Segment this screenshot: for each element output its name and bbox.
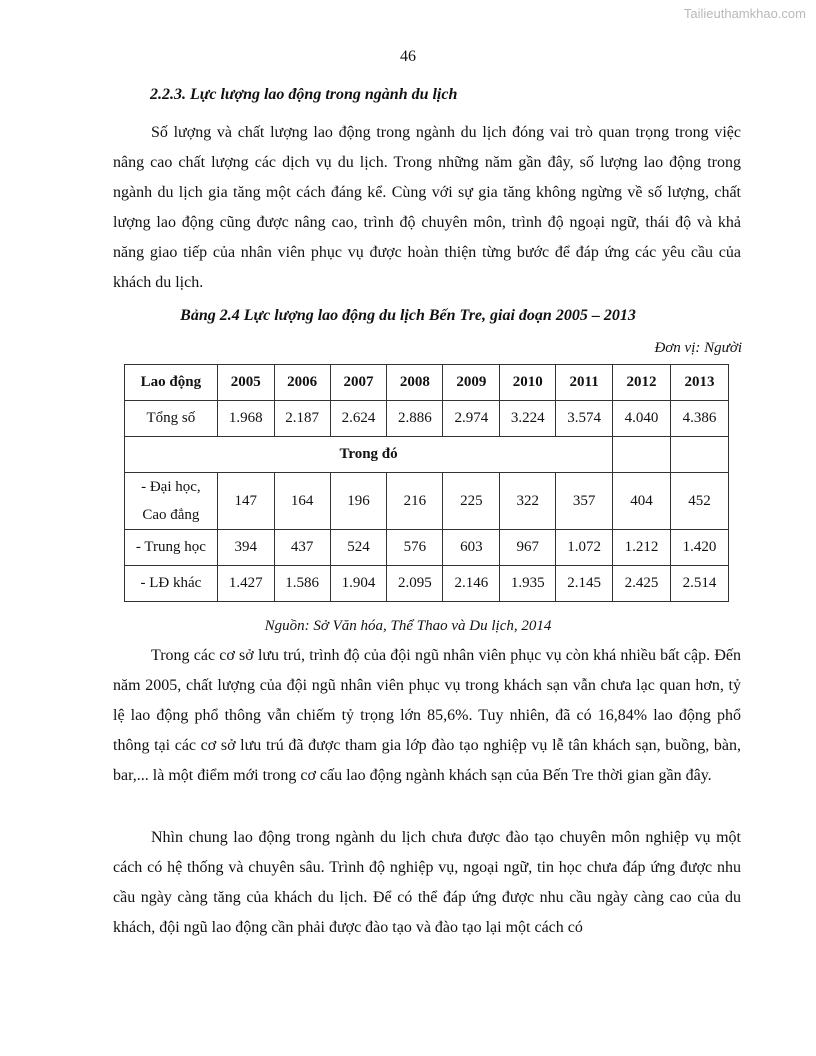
table-row-university bbox=[125, 473, 729, 530]
paragraph-accommodation-text: Trong các cơ sở lưu trú, trình độ của đội ngũ nhân viên phục vụ còn khá nhiều bất cập. Đến năm 2005, chất lượng của đội ngũ nhân viên phục vụ trong khách sạn vẫn chưa lạc quan hơn, tỷ lệ lao động phổ thông vẫn chiếm tỷ trọng lớn 85,6%. Tuy nhiên, đã có 16,84% lao động phổ thông tại các cơ sở lưu trú đã được tham gia lớp đào tạo nghiệp vụ lễ tân khách sạn, buồng, bàn, bar,... là một điểm mới trong cơ cấu lao động ngành khách sạn của Bến Tre thời gian gần đây. bbox=[113, 647, 741, 784]
table-cell: 2.514 bbox=[671, 566, 729, 602]
table-cell: 576 bbox=[387, 530, 443, 566]
row-label-line2: Cao đẳng bbox=[142, 507, 200, 523]
table-cell: 394 bbox=[217, 530, 274, 566]
table-cell: 2.624 bbox=[330, 401, 387, 437]
table-cell: 1.586 bbox=[274, 566, 330, 602]
table-cell: 196 bbox=[330, 473, 387, 530]
section-label: Trong đó bbox=[125, 437, 613, 473]
header-year: 2007 bbox=[330, 365, 387, 401]
table-cell: 147 bbox=[217, 473, 274, 530]
header-year: 2008 bbox=[387, 365, 443, 401]
table-cell: 2.425 bbox=[613, 566, 671, 602]
table-cell: 3.224 bbox=[500, 401, 556, 437]
header-year: 2010 bbox=[500, 365, 556, 401]
watermark: Tailieuthamkhao.com bbox=[683, 6, 806, 21]
row-label bbox=[125, 473, 218, 530]
table-cell: 2.974 bbox=[443, 401, 500, 437]
header-year: 2005 bbox=[217, 365, 274, 401]
table-row-total bbox=[125, 401, 729, 437]
row-label: Tổng số bbox=[125, 401, 218, 437]
paragraph-intro bbox=[113, 118, 741, 298]
header-year: 2009 bbox=[443, 365, 500, 401]
table-cell: 1.427 bbox=[217, 566, 274, 602]
table-cell: 967 bbox=[500, 530, 556, 566]
table-cell: 2.886 bbox=[387, 401, 443, 437]
table-cell: 2.146 bbox=[443, 566, 500, 602]
header-label: Lao động bbox=[125, 365, 218, 401]
header-year: 2011 bbox=[556, 365, 613, 401]
header-year: 2013 bbox=[671, 365, 729, 401]
table-caption: Bảng 2.4 Lực lượng lao động du lịch Bến Tre, giai đoạn 2005 – 2013 bbox=[180, 307, 636, 324]
table-cell: 216 bbox=[387, 473, 443, 530]
labor-table bbox=[124, 364, 729, 602]
section-heading: 2.2.3. Lực lượng lao động trong ngành du lịch bbox=[150, 86, 458, 103]
table-cell: 404 bbox=[613, 473, 671, 530]
table-cell: 357 bbox=[556, 473, 613, 530]
row-label: - Trung học bbox=[125, 530, 218, 566]
table-cell: 2.095 bbox=[387, 566, 443, 602]
table-row-section bbox=[125, 437, 729, 473]
table-cell: 524 bbox=[330, 530, 387, 566]
paragraph-summary bbox=[113, 823, 741, 943]
table-cell: 164 bbox=[274, 473, 330, 530]
paragraph-accommodation bbox=[113, 641, 741, 791]
table-row-secondary bbox=[125, 530, 729, 566]
header-year: 2012 bbox=[613, 365, 671, 401]
table-cell: 1.968 bbox=[217, 401, 274, 437]
table-cell: 3.574 bbox=[556, 401, 613, 437]
table-row-other bbox=[125, 566, 729, 602]
table-cell-empty bbox=[613, 437, 671, 473]
table-cell: 1.420 bbox=[671, 530, 729, 566]
table-source: Nguồn: Sở Văn hóa, Thể Thao và Du lịch, 2014 bbox=[264, 618, 552, 634]
paragraph-intro-text: Số lượng và chất lượng lao động trong ngành du lịch đóng vai trò quan trọng trong việc nâng cao chất lượng các dịch vụ du lịch. Trong những năm gần đây, số lượng lao động trong ngành du lịch gia tăng một cách đáng kể. Cùng với sự gia tăng không ngừng về số lượng, chất lượng lao động cũng được nâng cao, trình độ chuyên môn, trình độ ngoại ngữ, thái độ và khả năng giao tiếp của nhân viên phục vụ được hoàn thiện từng bước để đáp ứng các yêu cầu của khách du lịch. bbox=[113, 124, 741, 291]
table-cell: 603 bbox=[443, 530, 500, 566]
page-number: 46 bbox=[400, 48, 416, 65]
row-label-line1: - Đại học, bbox=[141, 479, 201, 495]
table-cell: 4.040 bbox=[613, 401, 671, 437]
table-cell: 2.145 bbox=[556, 566, 613, 602]
table-cell: 322 bbox=[500, 473, 556, 530]
table-cell: 452 bbox=[671, 473, 729, 530]
table-cell: 225 bbox=[443, 473, 500, 530]
table-unit: Đơn vị: Người bbox=[654, 340, 742, 356]
table-cell: 1.935 bbox=[500, 566, 556, 602]
table-header-row bbox=[125, 365, 729, 401]
paragraph-summary-text: Nhìn chung lao động trong ngành du lịch chưa được đào tạo chuyên môn nghiệp vụ một cách có hệ thống và chuyên sâu. Trình độ nghiệp vụ, ngoại ngữ, tin học chưa đáp ứng được nhu cầu ngày càng tăng của khách du lịch. Để có thể đáp ứng được nhu cầu ngày càng cao của du khách, đội ngũ lao động cần phải được đào tạo và đào tạo lại một cách có bbox=[113, 829, 741, 936]
table-cell: 4.386 bbox=[671, 401, 729, 437]
row-label: - LĐ khác bbox=[125, 566, 218, 602]
table-cell: 437 bbox=[274, 530, 330, 566]
table-cell: 1.904 bbox=[330, 566, 387, 602]
table-cell-empty bbox=[671, 437, 729, 473]
table-cell: 1.212 bbox=[613, 530, 671, 566]
table-cell: 2.187 bbox=[274, 401, 330, 437]
table-cell: 1.072 bbox=[556, 530, 613, 566]
header-year: 2006 bbox=[274, 365, 330, 401]
